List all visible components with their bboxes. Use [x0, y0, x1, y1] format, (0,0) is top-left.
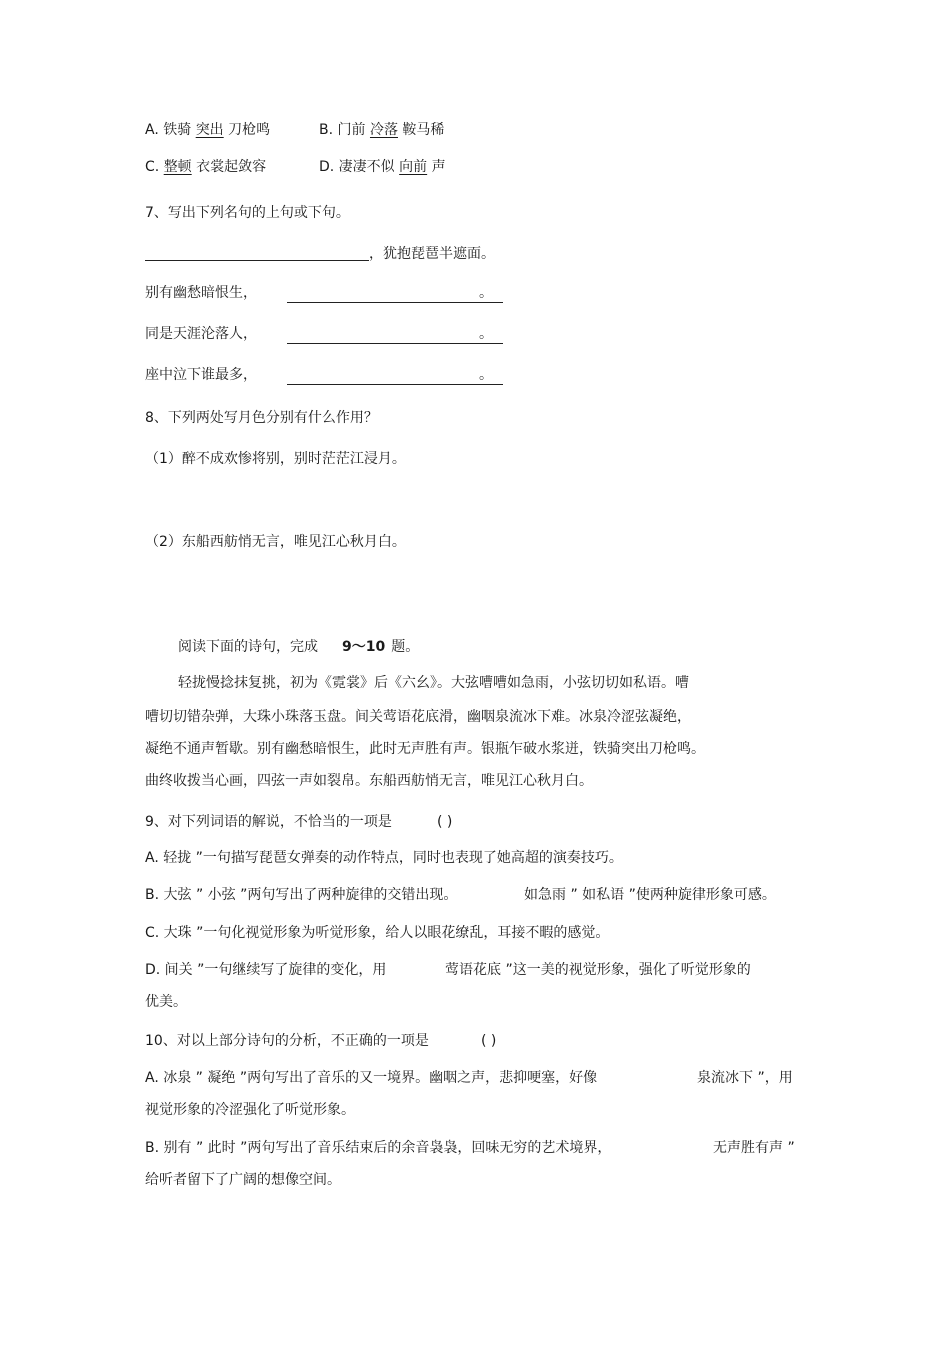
poem-line-3: 凝绝不通声暂歇。别有幽愁暗恨生，此时无声胜有声。银瓶乍破水浆迸，铁骑突出刀枪鸣。 — [145, 741, 705, 757]
q6-option-d-underlined: 向前 — [399, 159, 428, 175]
q10-option-b: B. 别有 ” 此时 ”两句写出了音乐结束后的余音袅袅，回味无穷的艺术境界， — [145, 1140, 612, 1156]
poem-line-1: 轻拢慢捻抹复挑，初为《霓裳》后《六幺》。大弦嘈嘈如急雨，小弦切切如私语。嘈 — [178, 675, 689, 691]
q6-option-b: B. 门前 冷落 鞍马稀 — [319, 122, 445, 138]
q9-title: 9、对下列词语的解说，不恰当的一项是 — [145, 814, 392, 830]
q9-option-d: D. 间关 ”一句继续写了旋律的变化，用 — [145, 962, 387, 978]
q8-title: 8、下列两处写月色分别有什么作用？ — [145, 410, 378, 426]
q10-option-b-cont: 无声胜有声 ” — [713, 1140, 795, 1156]
q6-option-c: C. 整顿 衣裳起敛容 — [145, 159, 267, 175]
q10-option-a: A. 冰泉 ” 凝绝 ”两句写出了音乐的又一境界。幽咽之声，悲抑哽塞，好像 — [145, 1070, 598, 1086]
q9-option-b: B. 大弦 ” 小弦 ”两句写出了两种旋律的交错出现。 — [145, 887, 458, 903]
q8-item-1: （1）醉不成欢惨将别，别时茫茫江浸月。 — [145, 451, 406, 467]
q9-option-a: A. 轻拢 ”一句描写琵琶女弹奏的动作特点，同时也表现了她高超的演奏技巧。 — [145, 850, 623, 866]
q10-title: 10、对以上部分诗句的分析，不正确的一项是 — [145, 1033, 429, 1049]
q6-option-b-underlined: 冷落 — [369, 122, 398, 138]
q10-option-b-end: 给听者留下了广阔的想像空间。 — [145, 1172, 341, 1188]
q6-option-a: A. 铁骑 突出 刀枪鸣 — [145, 122, 271, 138]
q7-answer-blank-2[interactable]: 。 — [287, 284, 503, 303]
q10-option-a-end: 视觉形象的冷涩强化了听觉形象。 — [145, 1102, 355, 1118]
q6-option-a-underlined: 突出 — [195, 122, 224, 138]
q9-option-d-end: 优美。 — [145, 994, 187, 1010]
q9-option-b-cont: 如急雨 ” 如私语 ”使两种旋律形象可感。 — [524, 887, 776, 903]
q7-line-3: 同是天涯沦落人， — [145, 326, 257, 342]
q7-line-4: 座中泣下谁最多， — [145, 367, 257, 383]
q7-answer-blank-3[interactable]: 。 — [287, 325, 503, 344]
reading-intro: 阅读下面的诗句，完成 9～10 题。 — [178, 639, 420, 655]
q6-option-c-underlined: 整顿 — [163, 159, 192, 175]
q9-answer-paren[interactable]: ( ) — [437, 814, 453, 830]
q9-option-c: C. 大珠 ”一句化视觉形象为听觉形象，给人以眼花缭乱，耳接不暇的感觉。 — [145, 925, 610, 941]
q6-option-d: D. 凄凄不似 向前 声 — [319, 159, 446, 175]
q7-line-1: ，犹抱琵琶半遮面。 — [145, 245, 495, 263]
q10-answer-paren[interactable]: ( ) — [481, 1033, 497, 1049]
q10-option-a-cont: 泉流冰下 ”，用 — [697, 1070, 793, 1086]
q8-item-2: （2）东船西舫悄无言，唯见江心秋月白。 — [145, 534, 406, 550]
q9-option-d-cont: 莺语花底 ”这一美的视觉形象，强化了听觉形象的 — [445, 962, 751, 978]
poem-line-4: 曲终收拨当心画，四弦一声如裂帛。东船西舫悄无言，唯见江心秋月白。 — [145, 773, 593, 789]
q7-title: 7、写出下列名句的上句或下句。 — [145, 205, 350, 221]
poem-line-2: 嘈切切错杂弹，大珠小珠落玉盘。间关莺语花底滑，幽咽泉流冰下难。冰泉冷涩弦凝绝， — [145, 709, 691, 725]
q7-line-2: 别有幽愁暗恨生， — [145, 285, 257, 301]
q7-answer-blank-1[interactable] — [145, 246, 369, 261]
q7-answer-blank-4[interactable]: 。 — [287, 366, 503, 385]
